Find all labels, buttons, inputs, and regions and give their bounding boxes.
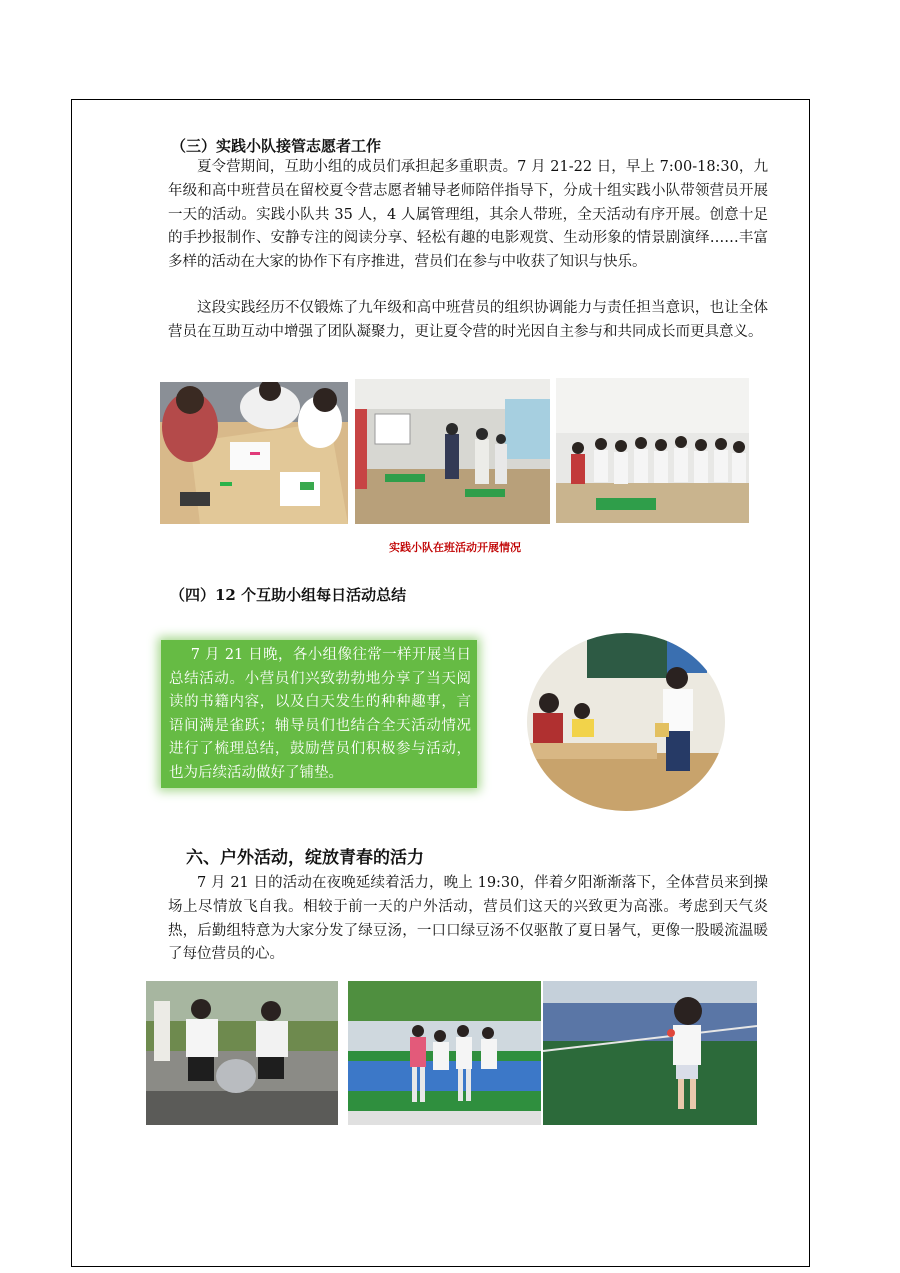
photo-carrying-soup-pot: [146, 981, 338, 1125]
section6-paragraph: 7 月 21 日的活动在夜晚延续着活力，晚上 19:30，伴着夕阳渐渐落下，全体营员来到操场上尽情放飞自我。相较于前一天的户外活动，营员们这天的兴致更为高涨。考虑到天气炎热，后勤组特意为大家分发了绿豆汤，一口口绿豆汤不仅驱散了夏日暑气，更像一股暖流温暖了每位营员的心。: [168, 875, 768, 963]
section6-heading: 六、户外活动，绽放青春的活力: [186, 848, 424, 868]
photo-group-with-certificates: [556, 378, 749, 523]
photo-evening-summary-circle: [527, 633, 725, 811]
photo-handcraft-activity: [160, 382, 348, 524]
photo-girl-on-field: [543, 981, 757, 1125]
summary-text: 7 月 21 日晚，各小组像往常一样开展当日总结活动。小营员们兴致勃勃地分享了当天阅读的书籍内容，以及白天发生的种种趣事，言语间满是雀跃；辅导员们也结合全天活动情况进行了梳理总结，鼓励营员们积极参与活动，也为后续活动做好了铺垫。: [169, 647, 471, 781]
photo-caption: 实践小队在班活动开展情况: [389, 541, 521, 554]
section3-paragraph-1: 夏令营期间，互助小组的成员们承担起多重职责。7 月 21-22 日，早上 7:00-18:30，九年级和高中班营员在留校夏令营志愿者辅导老师陪伴指导下，分成十组实践小队带领营员开展一天的活动。实践小队共 35 人，4 人属管理组，其余人带班，全天活动有序开展。创意十足的手抄报制作、安静专注的阅读分享、轻松有趣的电影观赏、生动形象的情景剧演绎……丰富多样的活动在大家的协作下有序推进，营员们在参与中收获了知识与快乐。: [168, 159, 768, 271]
photo-classroom-reading: [355, 379, 550, 524]
section3-paragraph-2: 这段实践经历不仅锻炼了九年级和高中班营员的组织协调能力与责任担当意识，也让全体营员在互助互动中增强了团队凝聚力，更让夏令营的时光因自主参与和共同成长而更具意义。: [168, 300, 768, 340]
summary-text-box: [161, 640, 477, 788]
photo-playground-group: [348, 981, 541, 1125]
section3-heading: （三）实践小队接管志愿者工作: [171, 137, 382, 155]
section4-heading: （四）12 个互助小组每日活动总结: [170, 586, 407, 604]
